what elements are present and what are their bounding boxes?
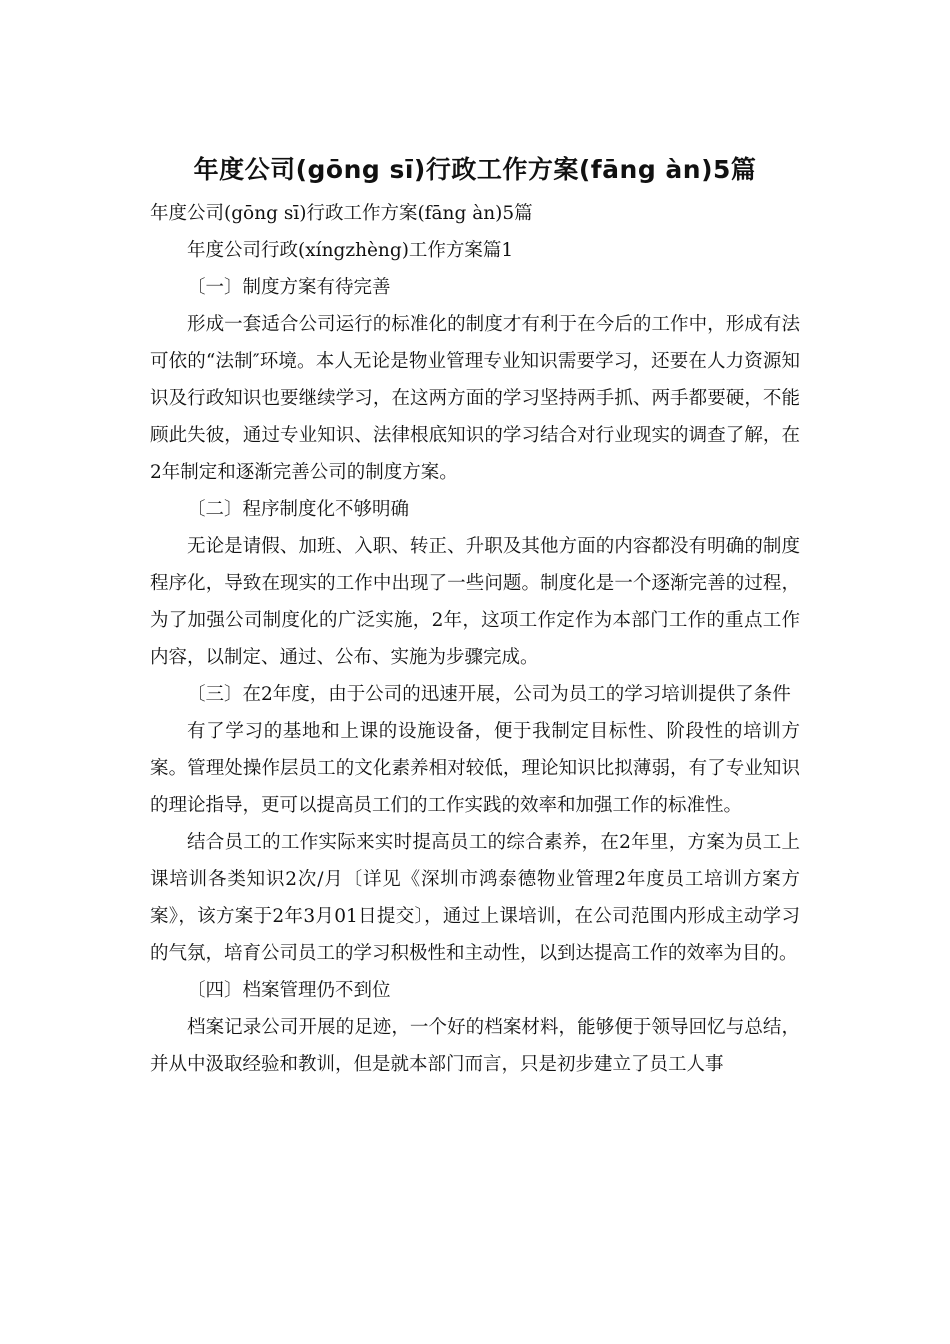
document-title: 年度公司(gōng sī)行政工作方案(fāng àn)5篇	[193, 155, 757, 184]
paragraph-heading: 年度公司(gōng sī)行政工作方案(fāng àn)5篇	[150, 203, 533, 224]
section-heading-3: 〔三〕在2年度，由于公司的迅速开展，公司为员工的学习培训提供了条件	[187, 684, 791, 705]
section-heading-4: 〔四〕档案管理仍不到位	[187, 980, 391, 1001]
paragraph: 档案记录公司开展的足迹，一个好的档案材料，能够便于领导回忆与总结，并从中汲取经验和教训，但是就本部门而言，只是初步建立了员工人事	[150, 1017, 800, 1075]
paragraph-subtitle: 年度公司行政(xíngzhèng)工作方案篇1	[187, 240, 514, 261]
paragraph: 形成一套适合公司运行的标准化的制度才有利于在今后的工作中，形成有法可依的“法制″环境。本人无论是物业管理专业知识需要学习，还要在人力资源知识及行政知识也要继续学习，在这两方面的学习坚持两手抓、两手都要硬，不能顾此失彼，通过专业知识、法律根底知识的学习结合对行业现实的调查了解，在2年制定和逐渐完善公司的制度方案。	[150, 314, 800, 483]
paragraph: 无论是请假、加班、入职、转正、升职及其他方面的内容都没有明确的制度程序化，导致在现实的工作中出现了一些问题。制度化是一个逐渐完善的过程，为了加强公司制度化的广泛实施，2年，这项工作定作为本部门工作的重点工作内容，以制定、通过、公布、实施为步骤完成。	[150, 536, 800, 668]
section-heading-1: 〔一〕制度方案有待完善	[187, 277, 391, 298]
section-heading-2: 〔二〕程序制度化不够明确	[187, 499, 410, 520]
paragraph: 结合员工的工作实际来实时提高员工的综合素养，在2年里，方案为员工上课培训各类知识2次/月〔详见《深圳市鸿泰德物业管理2年度员工培训方案方案》，该方案于2年3月01日提交〕，通过上课培训，在公司范围内形成主动学习的气氛，培育公司员工的学习积极性和主动性，以到达提高工作的效率为目的。	[150, 832, 800, 964]
paragraph: 有了学习的基地和上课的设施设备，便于我制定目标性、阶段性的培训方案。管理处操作层员工的文化素养相对较低，理论知识比拟薄弱，有了专业知识的理论指导，更可以提高员工们的工作实践的效率和加强工作的标准性。	[150, 721, 800, 816]
document-body	[150, 195, 800, 1083]
